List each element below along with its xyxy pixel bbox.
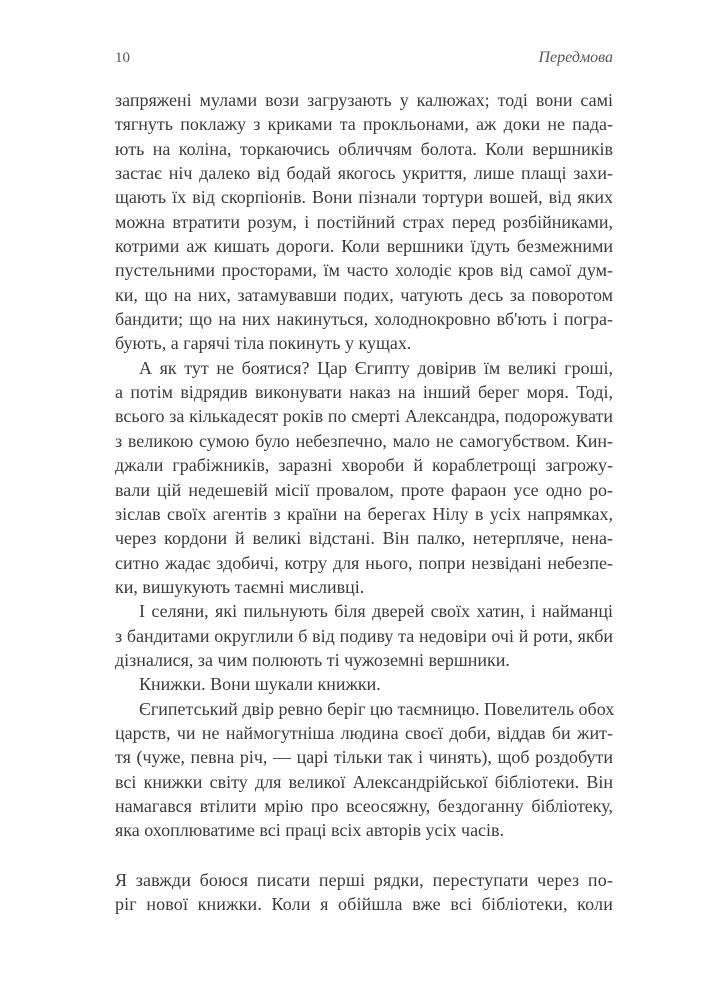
text-line: бандити; що на них накинуться, холоднокровно вб'ють і погра- <box>115 309 613 330</box>
text-line: щають їх від скорпіонів. Вони пізнали тортури вошей, від яких <box>115 187 613 208</box>
text-line: тя (чуже, певна річ, — царі тільки так і чинять), щоб роздобути <box>115 747 613 768</box>
text-line: з великою сумою було небезпечно, мало не самогубством. Кин- <box>115 430 613 451</box>
text-line: Єгипетський двір ревно беріг цю таємницю. Повелитель обох <box>139 698 615 719</box>
text-line: А як тут не боятися? Цар Єгипту довірив їм великі гроші, <box>139 357 613 378</box>
paragraph <box>115 868 613 917</box>
text-line: ки, вишукують таємні мисливці. <box>115 576 365 597</box>
text-line: запряжені мулами вози загрузають у калюжах; тоді вони самі <box>115 90 613 110</box>
text-line: Книжки. Вони шукали книжки. <box>139 674 381 695</box>
text-line: котрими аж кишать дороги. Коли вершники їдуть безмежними <box>115 236 613 257</box>
text-line: через кордони й великі відстані. Він палко, нетерпляче, нена- <box>115 528 613 549</box>
text-line: з бандитами округлили б від подиву та недовіри очі й роти, якби <box>115 625 613 646</box>
text-line: ситно жадає здобичі, котру для нього, попри незвідані небезпе- <box>115 552 613 573</box>
text-line: застає ніч далеко від бодай якогось укриття, лише плащі захи- <box>115 163 613 184</box>
text-line: зіслав своїх агентів з країни на берегах Нілу в усіх напрямках, <box>115 503 613 524</box>
text-line: бують, а гарячі тіла покинуть у кущах. <box>115 333 412 354</box>
text-line: вали цій недешевій місії провалом, проте фараон усе одно ро- <box>115 479 613 500</box>
paragraph <box>115 599 613 672</box>
text-line: пустельними просторами, їм часто холодіє кров від самої дум- <box>115 260 613 281</box>
text-line: намагався втілити мрію про всеосяжну, бездоганну бібліотеку, <box>115 795 613 816</box>
page-number: 10 <box>115 50 130 66</box>
text-line: ють на коліна, торкаючись обличчям болота. Коли вершників <box>115 138 613 159</box>
text-line: ки, що на них, затамувавши подих, чатують десь за поворотом <box>115 284 613 305</box>
text-line: можна втратити розум, і постійний страх перед розбійниками, <box>115 211 613 232</box>
text-line: Я завжди боюся писати перші рядки, переступати через по- <box>115 869 613 890</box>
text-line: І селяни, які пильнують біля дверей своїх хатин, і найманці <box>139 601 613 622</box>
paragraph <box>115 697 613 843</box>
text-line: всього за кількадесят років по смерті Александра, подорожувати <box>115 406 613 427</box>
running-title: Передмова <box>538 49 613 66</box>
paragraph <box>115 88 613 356</box>
text-line: яка охоплюватиме всі праці всіх авторів усіх часів. <box>115 820 505 841</box>
paragraph <box>115 672 613 696</box>
body-text <box>115 88 613 916</box>
text-line: всі книжки світу для великої Александрійської бібліотеки. Він <box>115 771 613 792</box>
text-line: джали грабіжників, заразні хвороби й кораблетрощі загрожу- <box>115 455 613 476</box>
paragraph <box>115 356 613 599</box>
section-break <box>115 843 613 868</box>
text-line: тягнуть поклажу з криками та прокльонами, аж доки не пада- <box>115 114 613 135</box>
text-line: дізналися, за чим полюють ті чужоземні вершники. <box>115 649 510 670</box>
text-line: царств, чи не наймогутніша людина своєї доби, віддав би жит- <box>115 722 613 743</box>
text-line: ріг нової книжки. Коли я обійшла вже всі бібліотеки, коли <box>115 894 613 914</box>
text-line: а потім відрядив виконувати наказ на інший берег моря. Тоді, <box>115 382 613 403</box>
